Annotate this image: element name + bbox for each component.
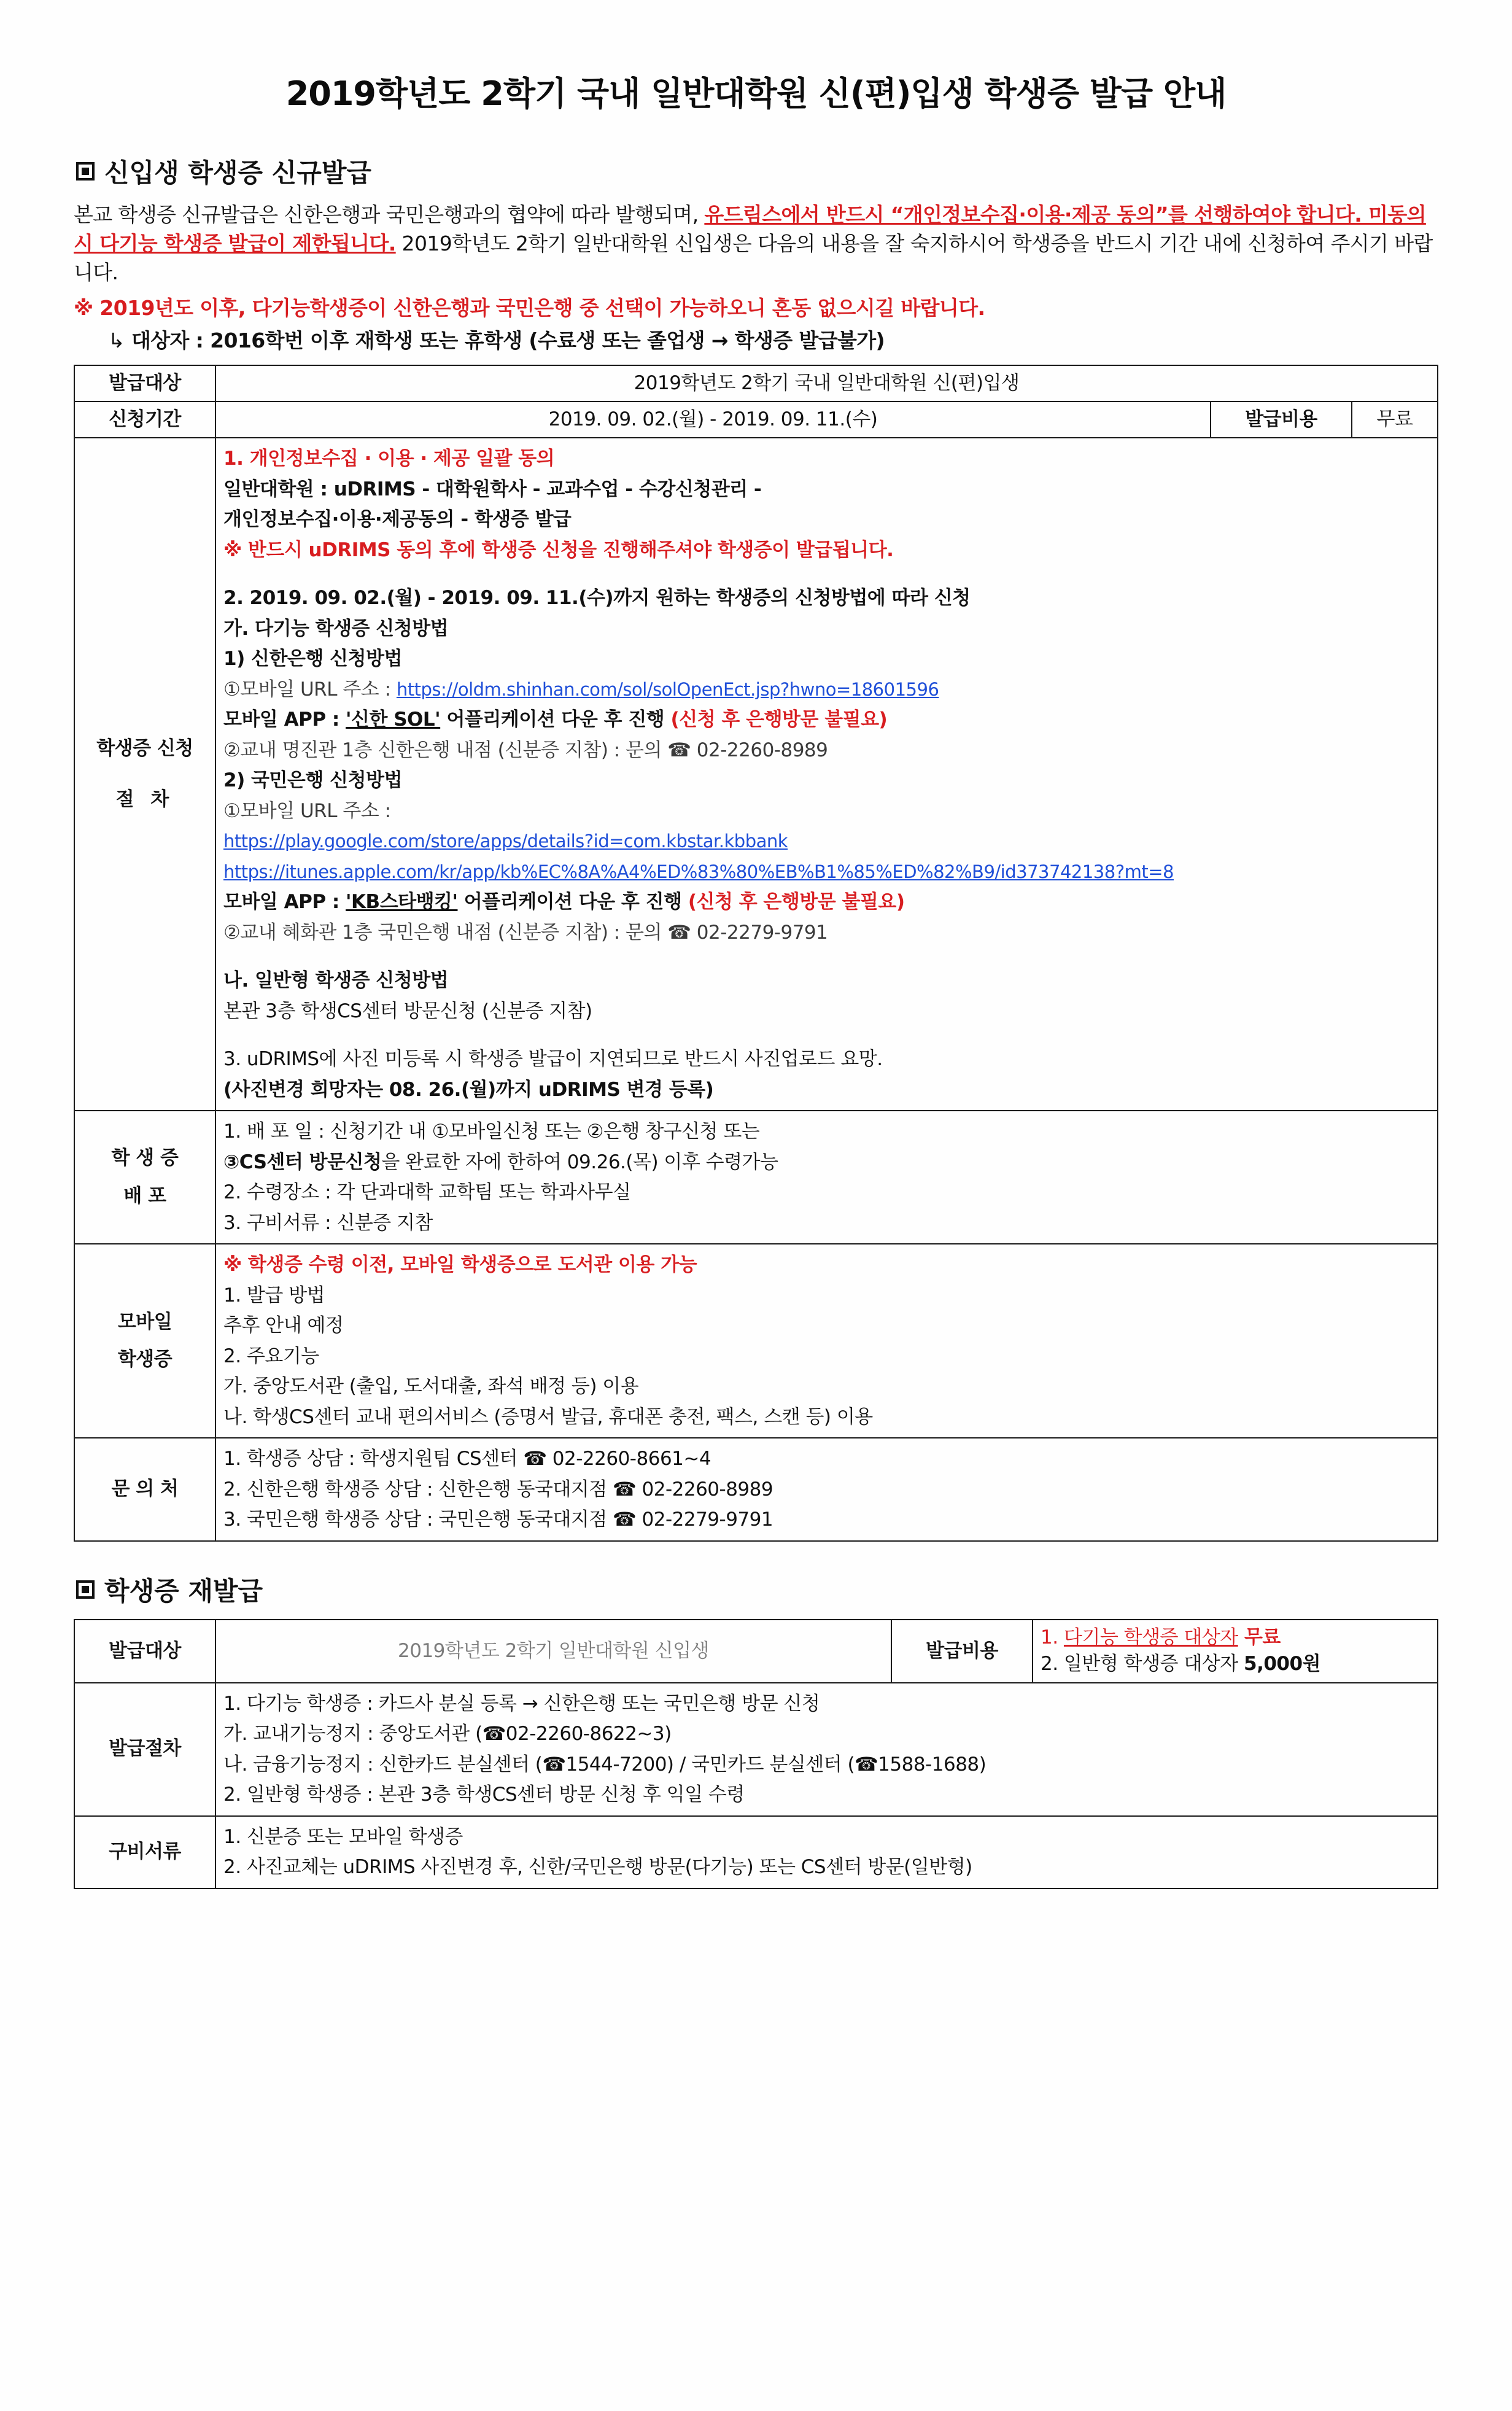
- section1-intro-part1: 본교 학생증 신규발급은 신한은행과 국민은행과의 협약에 따라 발행되며,: [74, 203, 705, 227]
- cell-distribution-label-line1: 학 생 증: [111, 1147, 179, 1170]
- cell-apply-body: [215, 438, 1438, 1111]
- mobile-line-6: 나. 학생CS센터 교내 편의서비스 (증명서 발급, 휴대폰 충전, 팩스, 스캔 등) 이용: [223, 1405, 873, 1428]
- cell-fee-label: 발급비용: [1211, 402, 1352, 438]
- apply-line-9-red: (신청 후 은행방문 불필요): [670, 709, 888, 731]
- dist-line-2-a: ③CS센터 방문신청: [223, 1151, 382, 1173]
- apply-line-15: [223, 888, 1430, 917]
- table-row: [74, 1816, 1438, 1889]
- reissue-docs-line-1: 1. 신분증 또는 모바일 학생증: [223, 1825, 463, 1848]
- section1-intro-part2: 2019학년도 2학기 일반대학원 신입생은 다음의 내용을 잘 숙지하시어 학생증을 반드시 기간 내에 신청하여 주시기 바랍니다.: [74, 231, 1433, 284]
- table-row: [74, 1683, 1438, 1816]
- apply-line-20: (사진변경 희망자는 08. 26.(월)까지 uDRIMS 변경 등록): [223, 1078, 714, 1101]
- apply-line-1: 1. 개인정보수집 · 이용 · 제공 일괄 동의: [223, 448, 555, 470]
- cell-reissue-docs-label: 구비서류: [74, 1816, 215, 1889]
- cell-reissue-docs-body: [215, 1816, 1438, 1889]
- apply-line-12: ①모바일 URL 주소 :: [223, 799, 391, 822]
- table-row: [74, 402, 1438, 438]
- apply-line-6: 가. 다기능 학생증 신청방법: [223, 617, 449, 640]
- contact-line-3: 3. 국민은행 학생증 상담 : 국민은행 동국대지점 ☎ 02-2279-9791: [223, 1508, 773, 1531]
- cell-reissue-procedure-label: 발급절차: [74, 1683, 215, 1816]
- apply-line-9-c: 어플리케이션 다운 후 진행: [440, 709, 671, 731]
- mobile-line-4: 2. 주요기능: [223, 1345, 319, 1367]
- apply-line-4: ※ 반드시 uDRIMS 동의 후에 학생증 신청을 진행해주셔야 학생증이 발급됩니다.: [223, 538, 894, 561]
- apply-line-16: ②교내 혜화관 1층 국민은행 내점 (신분증 지참) : 문의 ☎ 02-2279-9791: [223, 921, 828, 944]
- apply-line-3: 개인정보수집·이용·제공동의 - 학생증 발급: [223, 508, 572, 531]
- cell-apply-label: [74, 438, 215, 1111]
- contact-line-1: 1. 학생증 상담 : 학생지원팀 CS센터 ☎ 02-2260-8661~4: [223, 1448, 711, 1470]
- cell-reissue-procedure-body: [215, 1683, 1438, 1816]
- kb-app-store-link[interactable]: https://itunes.apple.com/kr/app/kb%EC%8A%A4%ED%83%80%EB%B1%85%ED%82%B9/id373742138?mt=8: [223, 861, 1174, 882]
- section-heading-reissue: [76, 1571, 1438, 1608]
- reissue-fee-1-prefix: 1.: [1041, 1626, 1064, 1648]
- reissue-docs-line-2: 2. 사진교체는 uDRIMS 사진변경 후, 신한/국민은행 방문(다기능) 또는 CS센터 방문(일반형): [223, 1856, 972, 1879]
- apply-line-15-a: 모바일 APP :: [223, 891, 346, 914]
- apply-line-19: 3. uDRIMS에 사진 미등록 시 학생증 발급이 지연되므로 반드시 사진업로드 요망.: [223, 1048, 883, 1071]
- apply-line-2: 일반대학원 : uDRIMS - 대학원학사 - 교과수업 - 수강신청관리 -: [223, 478, 762, 500]
- apply-line-9-a: 모바일 APP :: [223, 709, 346, 731]
- shinhan-url-link[interactable]: https://oldm.shinhan.com/sol/solOpenEct.jsp?hwno=18601596: [396, 678, 939, 700]
- cell-reissue-fee-label: 발급비용: [891, 1620, 1033, 1683]
- table-row: [74, 1111, 1438, 1244]
- apply-line-14: [223, 858, 1430, 887]
- cell-mobile-body: [215, 1244, 1438, 1438]
- reissue-fee-line-1: [1041, 1625, 1430, 1651]
- mobile-line-5: 가. 중앙도서관 (출입, 도서대출, 좌석 배정 등) 이용: [223, 1375, 639, 1398]
- apply-line-11: 2) 국민은행 신청방법: [223, 769, 402, 792]
- cell-contact-label: 문 의 처: [74, 1438, 215, 1541]
- apply-line-10: ②교내 명진관 1층 신한은행 내점 (신분증 지참) : 문의 ☎ 02-2260-8989: [223, 739, 828, 761]
- dist-line-3: 2. 수령장소 : 각 단과대학 교학팀 또는 학과사무실: [223, 1181, 631, 1204]
- dist-line-4: 3. 구비서류 : 신분증 지참: [223, 1211, 433, 1234]
- reissue-fee-1-underline: 다기능 학생증 대상자: [1063, 1626, 1238, 1648]
- section1-heading-label: 신입생 학생증 신규발급: [104, 158, 371, 188]
- bullet-square-icon: [76, 1580, 95, 1599]
- hook-arrow-icon: ↳: [108, 328, 125, 352]
- table-row: [74, 365, 1438, 402]
- dist-line-2: [223, 1148, 1430, 1177]
- apply-line-5: 2. 2019. 09. 02.(월) - 2019. 09. 11.(수)까지 원하는 학생증의 신청방법에 따라 신청: [223, 587, 971, 610]
- kb-play-store-link[interactable]: https://play.google.com/store/apps/details?id=com.kbstar.kbbank: [223, 831, 788, 852]
- table-row: [74, 1620, 1438, 1683]
- table-row: [74, 1438, 1438, 1541]
- section1-note: ※ 2019년도 이후, 다기능학생증이 신한은행과 국민은행 중 선택이 가능하오니 혼동 없으시길 바랍니다.: [74, 295, 985, 320]
- apply-line-15-b: 'KB스타뱅킹': [346, 891, 458, 914]
- apply-line-17: 나. 일반형 학생증 신청방법: [223, 969, 449, 992]
- mobile-line-3: 추후 안내 예정: [223, 1314, 344, 1337]
- apply-line-18: 본관 3층 학생CS센터 방문신청 (신분증 지참): [223, 1000, 592, 1022]
- mobile-line-2: 1. 발급 방법: [223, 1284, 325, 1306]
- section1-intro-highlight: 유드림스에서 반드시 “개인정보수집·이용·제공 동의”를 선행하여야 합니다. 미동의 시 다기능 학생증 발급이 제한됩니다.: [74, 203, 1426, 255]
- section1-intro: [74, 201, 1438, 287]
- cell-mobile-label-line1: 모바일: [117, 1310, 173, 1333]
- section2-heading-label: 학생증 재발급: [104, 1575, 263, 1606]
- new-issue-table: [74, 365, 1438, 1542]
- cell-apply-label-line2: 절 차: [115, 788, 174, 811]
- apply-line-13: [223, 827, 1430, 856]
- cell-apply-label-line1: 학생증 신청: [96, 737, 193, 759]
- section-heading-new-issue: [76, 153, 1438, 190]
- cell-reissue-target-value: 2019학년도 2학기 일반대학원 신입생: [215, 1620, 891, 1683]
- apply-line-15-red: (신청 후 은행방문 불필요): [688, 891, 905, 914]
- page-title: 2019학년도 2학기 국내 일반대학원 신(편)입생 학생증 발급 안내: [285, 74, 1227, 113]
- reissue-fee-line-2: [1041, 1651, 1430, 1677]
- reissue-proc-line-3: 나. 금융기능정지 : 신한카드 분실센터 (☎1544-7200) / 국민카드 분실센터 (☎1588-1688): [223, 1753, 987, 1776]
- reissue-fee-2-prefix: 2. 일반형 학생증 대상자: [1041, 1653, 1244, 1675]
- reissue-proc-line-1: 1. 다기능 학생증 : 카드사 분실 등록 → 신한은행 또는 국민은행 방문 신청: [223, 1692, 820, 1715]
- cell-target-value: 2019학년도 2학기 국내 일반대학원 신(편)입생: [215, 365, 1438, 402]
- reissue-proc-line-2: 가. 교내기능정지 : 중앙도서관 (☎02-2260-8622~3): [223, 1723, 672, 1745]
- cell-reissue-fee-value: [1033, 1620, 1438, 1683]
- cell-period-value: 2019. 09. 02.(월) - 2019. 09. 11.(수): [215, 402, 1211, 438]
- cell-target-label: 발급대상: [74, 365, 215, 402]
- apply-line-15-c: 어플리케이션 다운 후 진행: [457, 891, 688, 914]
- cell-reissue-target-label: 발급대상: [74, 1620, 215, 1683]
- cell-distribution-body: [215, 1111, 1438, 1244]
- bullet-square-icon: [76, 162, 95, 181]
- reissue-fee-1-suffix: 무료: [1238, 1626, 1281, 1648]
- section1-target-label: 대상자 : 2016학번 이후 재학생 또는 휴학생 (수료생 또는 졸업생 → 학생증 발급불가): [131, 328, 885, 352]
- mobile-line-1: ※ 학생증 수령 이전, 모바일 학생증으로 도서관 이용 가능: [223, 1254, 697, 1276]
- apply-line-7: 1) 신한은행 신청방법: [223, 648, 402, 670]
- cell-fee-value: 무료: [1352, 402, 1438, 438]
- apply-line-8: [223, 675, 1430, 704]
- table-row: [74, 1244, 1438, 1438]
- apply-line-9: [223, 705, 1430, 734]
- dist-line-2-b: 을 완료한 자에 한하여 09.26.(목) 이후 수령가능: [381, 1151, 778, 1173]
- cell-contact-body: [215, 1438, 1438, 1541]
- cell-distribution-label-line2: 배 포: [123, 1184, 166, 1207]
- cell-period-label: 신청기간: [74, 402, 215, 438]
- dist-line-1: 1. 배 포 일 : 신청기간 내 ①모바일신청 또는 ②은행 창구신청 또는: [223, 1120, 760, 1143]
- apply-line-8-prefix: ①모바일 URL 주소 :: [223, 678, 397, 701]
- table-row: [74, 438, 1438, 1111]
- reissue-fee-2-amount: 5,000원: [1244, 1653, 1321, 1675]
- reissue-proc-line-4: 2. 일반형 학생증 : 본관 3층 학생CS센터 방문 신청 후 익일 수령: [223, 1784, 745, 1806]
- section1-target: [108, 325, 1438, 354]
- apply-line-9-b: '신한 SOL': [346, 709, 441, 731]
- cell-distribution-label: [74, 1111, 215, 1244]
- reissue-table: [74, 1619, 1438, 1889]
- cell-mobile-label: [74, 1244, 215, 1438]
- cell-mobile-label-line2: 학생증: [117, 1348, 173, 1371]
- contact-line-2: 2. 신한은행 학생증 상담 : 신한은행 동국대지점 ☎ 02-2260-8989: [223, 1478, 773, 1501]
